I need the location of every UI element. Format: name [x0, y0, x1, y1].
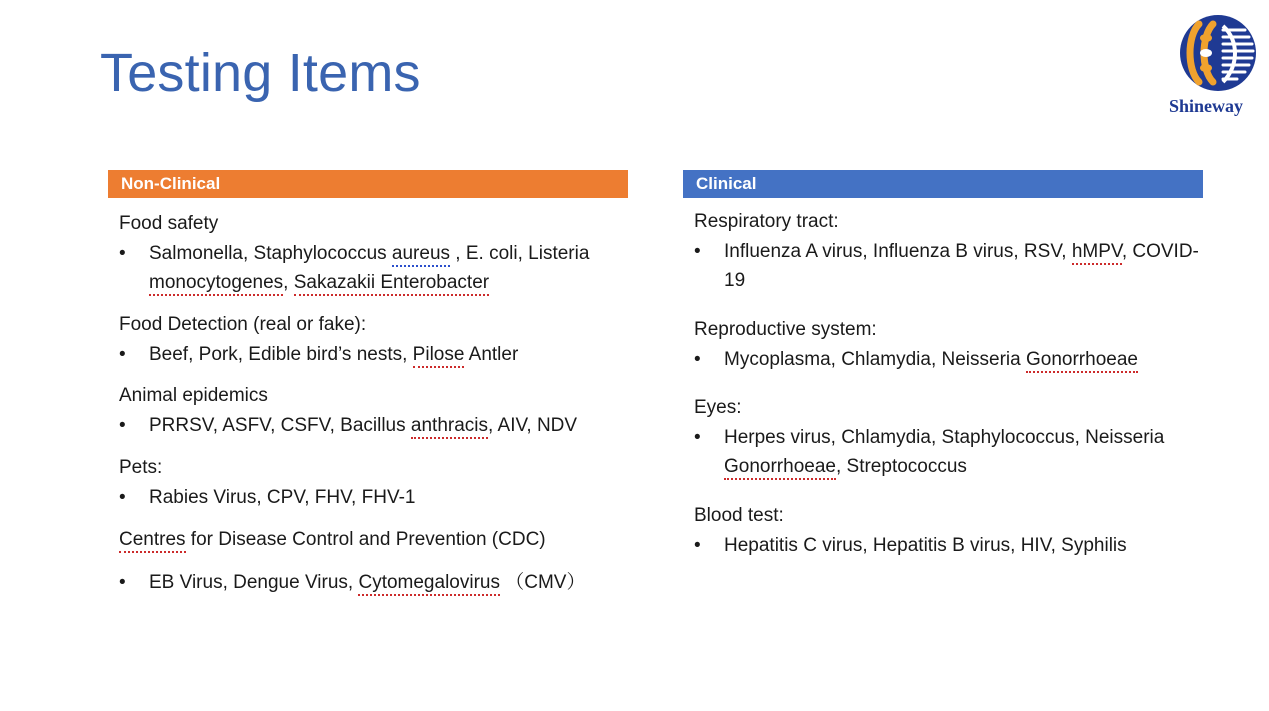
non-clinical-band: Non-Clinical	[108, 170, 628, 198]
group-pets	[108, 454, 628, 513]
group-food-detection	[108, 311, 628, 370]
list-item-text: Herpes virus, Chlamydia, Staphylococcus, Neisseria Gonorrhoeae, Streptococcus	[724, 424, 1203, 482]
bullet-glyph: •	[119, 242, 126, 264]
list-item	[683, 346, 1203, 375]
list-item-text: PRRSV, ASFV, CSFV, Bacillus anthracis, AIV, NDV	[149, 412, 628, 441]
logo-wordmark: Shineway	[1168, 96, 1244, 116]
list-item-text: Hepatitis C virus, Hepatitis B virus, HIV, Syphilis	[724, 534, 1127, 556]
list-item-text: Rabies Virus, CPV, FHV, FHV-1	[149, 487, 416, 508]
list-item	[683, 532, 1203, 561]
list-item-text: Influenza A virus, Influenza B virus, RSV, hMPV, COVID-19	[724, 240, 1199, 291]
bullet-glyph: •	[694, 427, 701, 449]
list-item	[108, 484, 628, 513]
list-item	[683, 238, 1203, 296]
group-respiratory-tract	[683, 208, 1203, 296]
list-item-text: Mycoplasma, Chlamydia, Neisseria Gonorrhoeae	[724, 346, 1203, 375]
group-heading: Food Detection (real or fake):	[119, 313, 367, 335]
list-item-text: EB Virus, Dengue Virus, Cytomegalovirus （CMV）	[149, 569, 628, 598]
clinical-band: Clinical	[683, 170, 1203, 198]
list-item	[108, 240, 628, 298]
column-clinical	[683, 170, 1203, 561]
list-item	[683, 424, 1203, 482]
bullet-glyph: •	[694, 534, 701, 556]
group-heading: Reproductive system:	[694, 318, 877, 340]
bullet-glyph: •	[119, 343, 126, 365]
group-heading: Food safety	[119, 213, 219, 234]
list-item	[108, 569, 628, 598]
group-animal-epidemics	[108, 382, 628, 441]
group-reproductive-system	[683, 316, 1203, 375]
bullet-glyph: •	[119, 487, 126, 508]
list-item	[108, 341, 628, 370]
bullet-glyph: •	[694, 240, 701, 262]
list-item-text: Salmonella, Staphylococcus aureus , E. coli, Listeria monocytogenes, Sakazakii Enterobacter	[149, 240, 628, 298]
non-clinical-content	[108, 198, 628, 598]
group-heading: Animal epidemics	[119, 385, 268, 407]
group-eyes	[683, 394, 1203, 482]
group-heading: Respiratory tract:	[694, 211, 839, 232]
group-heading: Centres for Disease Control and Prevention (CDC)	[108, 526, 628, 555]
company-logo	[1151, 14, 1261, 126]
bullet-glyph: •	[119, 415, 126, 437]
group-heading: Pets:	[119, 457, 163, 479]
group-food-safety	[108, 210, 628, 298]
bullet-glyph: •	[694, 348, 701, 370]
column-non-clinical	[108, 170, 628, 598]
page-title: Testing Items	[100, 43, 421, 103]
list-item-text: Beef, Pork, Edible bird’s nests, Pilose Antler	[149, 341, 628, 370]
group-heading: Eyes:	[694, 397, 742, 419]
group-blood-test	[683, 502, 1203, 561]
dna-helix-icon	[1179, 14, 1257, 92]
bullet-glyph: •	[119, 571, 126, 593]
list-item	[108, 412, 628, 441]
group-cdc	[108, 526, 628, 598]
clinical-content	[683, 198, 1203, 561]
group-heading: Blood test:	[694, 505, 784, 526]
